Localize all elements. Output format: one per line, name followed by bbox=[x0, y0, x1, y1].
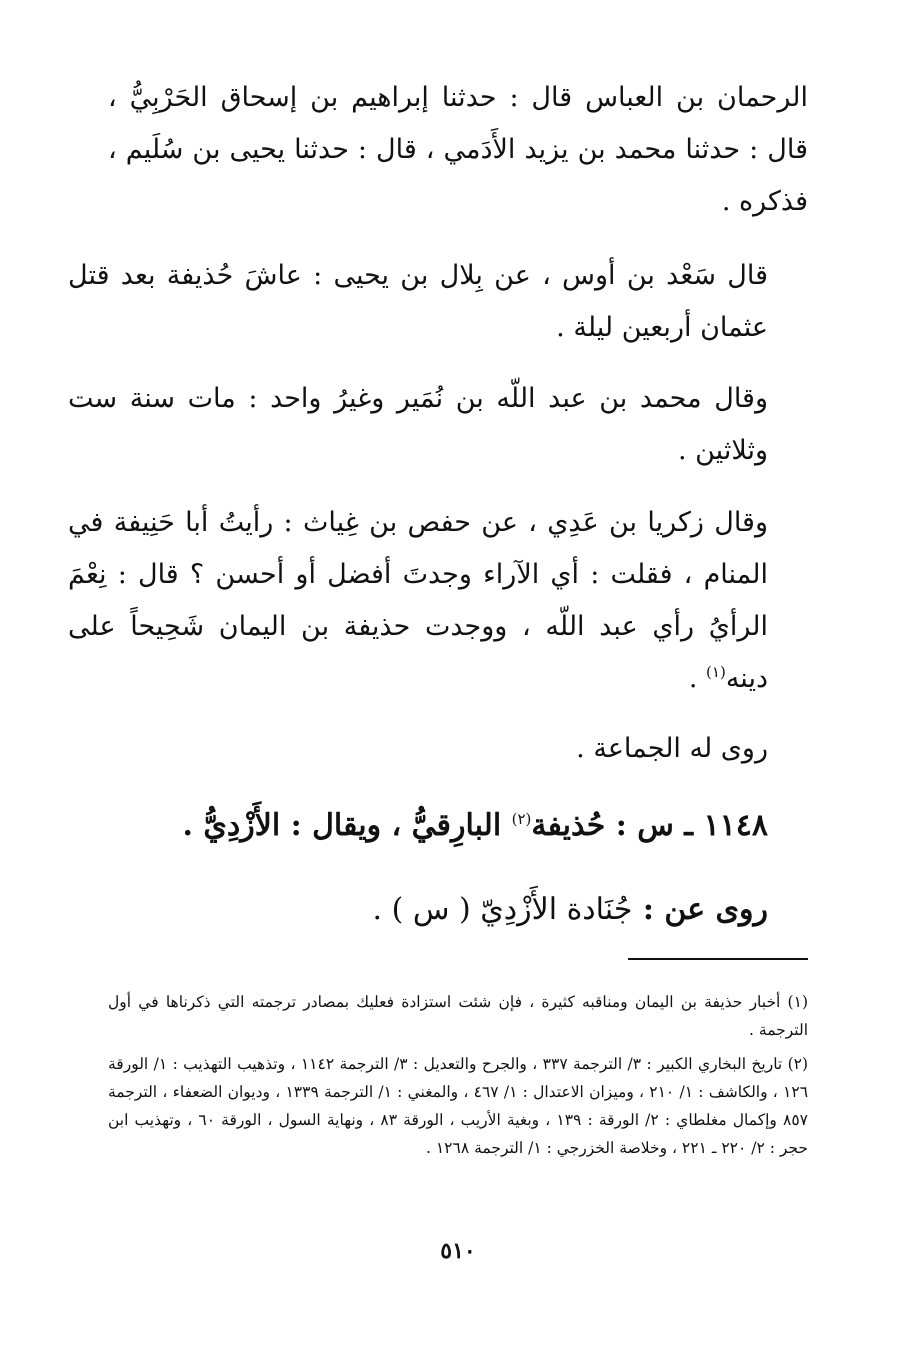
paragraph-saad-ibn-aws: قال سَعْد بن أوس ، عن بِلال بن يحيى : عاشَ حُذيفة بعد قتل عثمان أربعين ليلة . bbox=[68, 260, 768, 343]
entry-name: حُذيفة bbox=[531, 808, 606, 843]
footnote-1: (١) أخبار حذيفة بن اليمان ومناقبه كثيرة ، فإن شئت استزادة فعليك بمصادر ترجمته التي ذكرناها في أول الترجمة . bbox=[108, 993, 808, 1039]
narrated-from bbox=[68, 884, 808, 936]
footnote-ref-2: (٢) bbox=[511, 810, 532, 828]
narrated-from-name: جُنَادة الأَزْدِيّ ( س ) . bbox=[372, 892, 633, 927]
page-number: ٥١٠ bbox=[440, 1238, 476, 1264]
paragraph-isnad: الرحمان بن العباس قال : حدثنا إبراهيم بن إسحاق الحَرْبِيُّ ، قال : حدثنا محمد بن يزيد الأَدَمي ، قال : حدثنا يحيى بن سُلَيم ، فذكره . bbox=[108, 82, 808, 217]
paragraph-end: . bbox=[688, 663, 707, 694]
entry-number: ١١٤٨ ـ س : bbox=[605, 808, 768, 843]
footnote-ref-1: (١) bbox=[706, 663, 726, 681]
entry-nisba: البارِقيُّ ، ويقال : الأَزْدِيُّ . bbox=[182, 808, 512, 843]
paragraph-narrated-by-all: روى له الجماعة . bbox=[576, 733, 768, 764]
entry-heading bbox=[108, 800, 808, 852]
footnotes bbox=[108, 988, 808, 1168]
paragraph-zakariya-dream bbox=[68, 497, 808, 705]
paragraph-text: وقال زكريا بن عَدِي ، عن حفص بن غِياث : رأيتُ أبا حَنِيفة في المنام ، فقلت : أي الآراء وجدتَ أفضل أو أحسن ؟ قال : نِعْمَ الرأيُ رأي عبد اللّه ، ووجدت حذيفة بن اليمان شَحِيحاً على دينه bbox=[68, 507, 768, 694]
paragraph-death-year: وقال محمد بن عبد اللّه بن نُمَير وغيرُ واحد : مات سنة ست وثلاثين . bbox=[68, 383, 768, 466]
footnote-divider bbox=[628, 958, 808, 960]
narrated-from-label: روى عن : bbox=[632, 892, 768, 927]
footnote-2: (٢) تاريخ البخاري الكبير : ٣/ الترجمة ٣٣٧ ، والجرح والتعديل : ٣/ الترجمة ١١٤٢ ، وتذهيب التهذيب : ١/ الورقة ١٢٦ ، والكاشف : ١/ ٢١٠ ، وميزان الاعتدال : ١/ ٤٦٧ ، والمغني : ١/ الترجمة ١٣٣٩ ، وديوان الضعفاء ، الترجمة ٨٥٧ وإكمال مغلطاي : ٢/ الورقة : ١٣٩ ، وبغية الأريب ، الورقة ٨٣ ، ونهاية السول ، الورقة ٦٠ ، وتهذيب ابن حجر : ٢/ ٢٢٠ ـ ٢٢١ ، وخلاصة الخزرجي : ١/ الترجمة ١٢٦٨ . bbox=[108, 1055, 809, 1157]
